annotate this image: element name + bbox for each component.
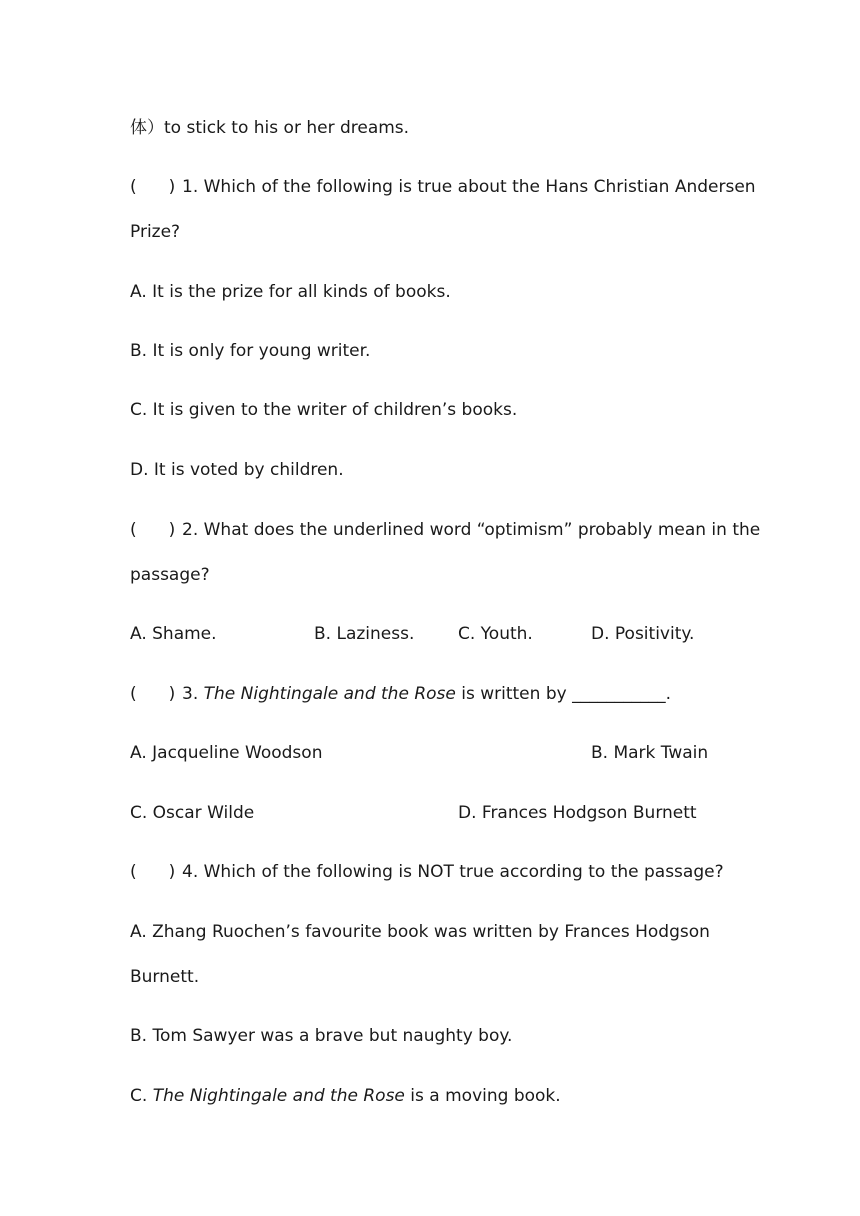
question-2-text: 2. What does the underlined word “optimism” probably mean in the bbox=[182, 520, 761, 540]
book-title: The Nightingale and the Rose bbox=[203, 684, 456, 704]
answer-blank[interactable]: ( ) bbox=[130, 684, 176, 704]
q1-option-a: A. It is the prize for all kinds of books. bbox=[130, 282, 451, 302]
answer-blank[interactable]: ( ) bbox=[130, 862, 176, 882]
q3-option-a: A. Jacqueline Woodson bbox=[130, 743, 323, 763]
question-4-stem bbox=[130, 861, 724, 883]
question-1-text: 1. Which of the following is true about the Hans Christian Andersen bbox=[182, 177, 756, 197]
q2-option-c: C. Youth. bbox=[458, 624, 533, 644]
question-3-text: is written by ___________. bbox=[461, 684, 671, 704]
question-1-stem bbox=[130, 176, 756, 198]
q3-option-c: C. Oscar Wilde bbox=[130, 803, 255, 823]
question-1-stem-cont: Prize? bbox=[130, 222, 181, 242]
question-3-stem bbox=[130, 683, 671, 705]
q3-option-d: D. Frances Hodgson Burnett bbox=[458, 803, 697, 823]
answer-blank[interactable]: ( ) bbox=[130, 177, 176, 197]
q4-option-c-text: is a moving book. bbox=[410, 1086, 561, 1106]
q2-option-a: A. Shame. bbox=[130, 624, 217, 644]
question-2-stem-cont: passage? bbox=[130, 565, 210, 585]
q4-option-a-cont: Burnett. bbox=[130, 967, 200, 987]
q2-option-d: D. Positivity. bbox=[591, 624, 695, 644]
book-title: The Nightingale and the Rose bbox=[152, 1086, 405, 1106]
q1-option-c: C. It is given to the writer of children’s books. bbox=[130, 400, 518, 420]
q4-option-b: B. Tom Sawyer was a brave but naughty boy. bbox=[130, 1026, 513, 1046]
question-3-number: 3. bbox=[182, 684, 199, 704]
q4-option-a: A. Zhang Ruochen’s favourite book was written by Frances Hodgson bbox=[130, 922, 710, 942]
intro-line: 体）to stick to his or her dreams. bbox=[130, 118, 410, 138]
q1-option-b: B. It is only for young writer. bbox=[130, 341, 371, 361]
q1-option-d: D. It is voted by children. bbox=[130, 460, 344, 480]
q3-option-b: B. Mark Twain bbox=[591, 743, 709, 763]
answer-blank[interactable]: ( ) bbox=[130, 520, 176, 540]
question-2-stem bbox=[130, 519, 760, 541]
q4-option-c-prefix: C. bbox=[130, 1086, 148, 1106]
question-4-text: 4. Which of the following is NOT true according to the passage? bbox=[182, 862, 724, 882]
q2-option-b: B. Laziness. bbox=[314, 624, 415, 644]
q4-option-c bbox=[130, 1085, 561, 1107]
